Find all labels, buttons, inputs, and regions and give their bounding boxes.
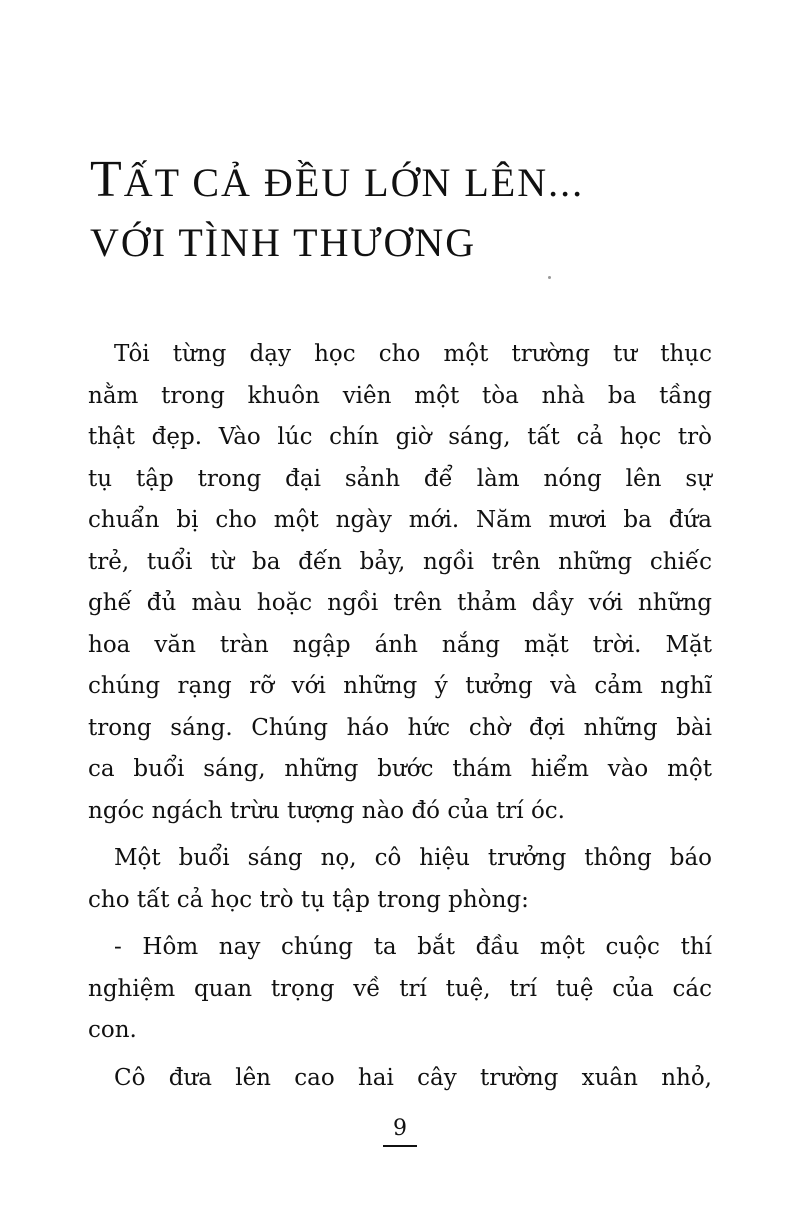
text-line: ghế đủ màu hoặc ngồi trên thảm dầy với những [88, 590, 712, 616]
text-line: chuẩn bị cho một ngày mới. Năm mươi ba đứa [88, 507, 712, 533]
text-line: nằm trong khuôn viên một tòa nhà ba tầng [88, 382, 712, 409]
text-line: cho tất cả học trò tụ tập trong phòng: [88, 886, 529, 913]
print-speck [548, 276, 551, 279]
page-number-value: 9 [383, 1116, 417, 1147]
text-line: con. [88, 1017, 137, 1043]
text-line: Tôi từng dạy học cho một trường tư thục [114, 341, 712, 367]
paragraph-2 [88, 838, 712, 921]
text-line: Một buổi sáng nọ, cô hiệu trưởng thông báo [114, 845, 712, 871]
text-line: - Hôm nay chúng ta bắt đầu một cuộc thí [114, 934, 712, 960]
paragraph-3 [88, 927, 712, 1052]
text-line: nghiệm quan trọng về trí tuệ, trí tuệ của các [88, 975, 712, 1002]
text-line: hoa văn tràn ngập ánh nắng mặt trời. Mặt [88, 631, 712, 658]
paragraph-4 [88, 1058, 712, 1100]
chapter-title-initial: T [90, 151, 124, 208]
text-line: tụ tập trong đại sảnh để làm nóng lên sự [88, 465, 712, 492]
text-line: trẻ, tuổi từ ba đến bảy, ngồi trên những chiếc [88, 548, 712, 575]
text-line: ngóc ngách trừu tượng nào đó của trí óc. [88, 797, 565, 824]
chapter-title-line-1-rest: ẤT CẢ ĐỀU LỚN LÊN... [123, 160, 585, 205]
chapter-title [90, 150, 750, 273]
chapter-title-line-2: VỚI TÌNH THƯƠNG [90, 220, 477, 265]
text-line: ca buổi sáng, những bước thám hiểm vào một [88, 756, 712, 782]
chapter-title-line-1 [90, 150, 750, 213]
text-line: trong sáng. Chúng háo hức chờ đợi những bài [88, 714, 712, 741]
text-line: Cô đưa lên cao hai cây trường xuân nhỏ, [114, 1064, 712, 1091]
body-text [88, 334, 712, 1105]
paragraph-1 [88, 334, 712, 832]
text-line: chúng rạng rỡ với những ý tưởng và cảm nghĩ [88, 673, 712, 699]
page-number [0, 1116, 800, 1147]
text-line: thật đẹp. Vào lúc chín giờ sáng, tất cả học trò [88, 424, 712, 450]
